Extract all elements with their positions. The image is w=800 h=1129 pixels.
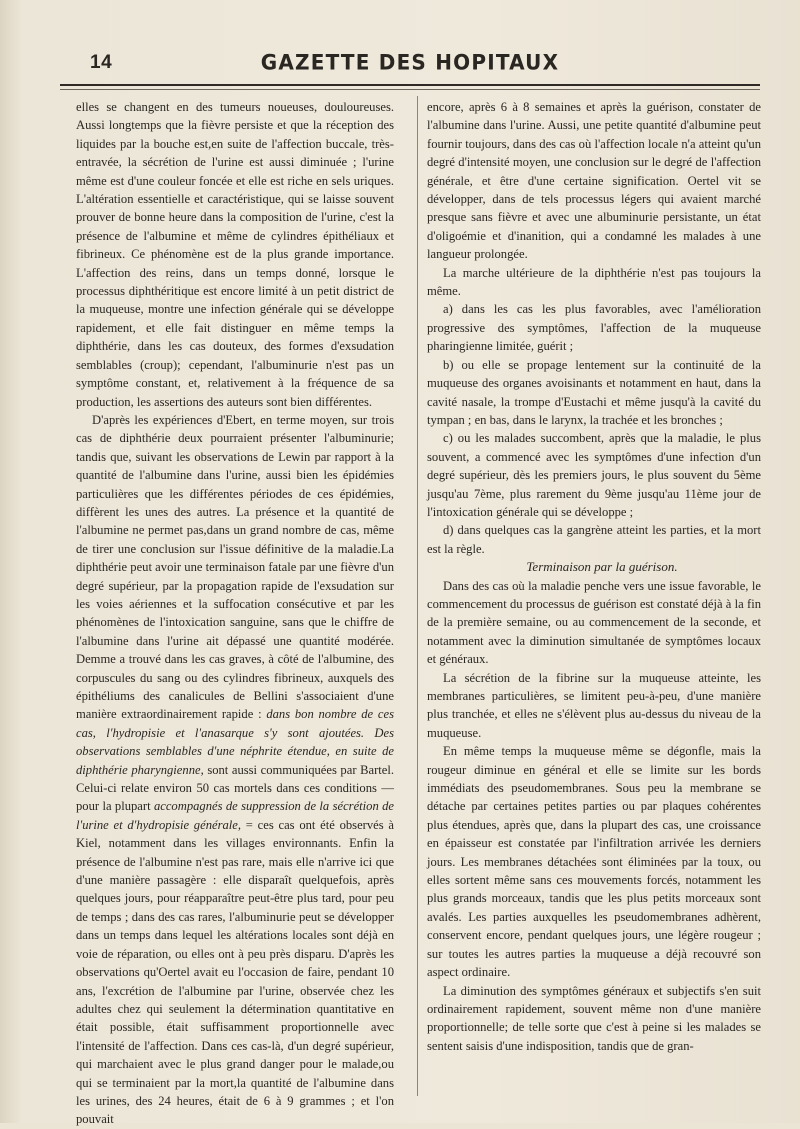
list-item-d: d) dans quelques cas la gangrène atteint les parties, et la mort est la règle. [427, 523, 761, 556]
column-divider [417, 96, 418, 1096]
left-paragraph-2 [76, 411, 394, 1129]
left-paragraph-2-part-c: = ces cas ont été observés à Kiel, notamment dans les villages environnants. Enfin la présence de l'albumine n'est pas rare, mais elle n'arrive ici que d'une manière passagère : elle disparaît quelquefois, après quelques jours, pour réapparaître peut-être plus tard, pour peu de temps ; dans des cas rares, l'albuminurie peut se développer dans un temps dans lequel les altérations locales sont déjà en voie de réparation, ou elles ont à peu près disparu. D'après les observations qu'Oertel avait eu l'occasion de faire, pendant 10 ans, l'excrétion de l'albumine par l'urine, observée chez les adultes chez qui seulement la détermination quantitative en était possible, était suffisamment proportionnelle avec l'intensité de l'affection. Dans ces cas-là, d'un degré supérieur, qui marchaient avec le plus grand danger pour le malade,ou qui se terminaient par la mort,la quantité de l'albumine dans les urines, des 24 heures, était de 6 à 9 grammes ; et l'on pouvait [76, 817, 394, 1127]
left-paragraph-2-italic-2: accompagnés de suppression de la sécrétion de l'urine et d'hydropisie générale, [76, 799, 394, 832]
right-paragraph-2: La marche ultérieure de la diphthérie n'est pas toujours la même. [427, 265, 761, 299]
right-paragraph-6: La diminution des symptômes généraux et subjectifs s'en suit ordinairement rapidement, souvent même non d'une manière proportionnelle; de telle sorte que c'est à peine si les malades se sentent saisis d'une indisposition, tandis que de gran- [427, 983, 761, 1053]
right-column [427, 98, 761, 1055]
left-paragraph-1: elles se changent en des tumeurs noueuses, douloureuses. Aussi longtemps que la fièvre persiste et que la réception des liquides par la bouche est,en suite de l'affection buccale, très-entravée, la sécrétion de l'urine est aussi diminuée ; l'urine même est d'une couleur foncée et elle est riche en sels uriques. L'altération essentielle et caractéristique, qui se laisse souvent prouver de bonne heure dans la composition de l'urine, c'est la présence de l'albumine et même de cylindres épithéliaux et fibrineux. Ce phénomène est de la plus grande importance. L'affection des reins, dans un temps donné, lorsque le processus diphthéritique est encore limité à un petit district de la muqueuse, montre une infection générale qui se développe rapidement, et elle fait distinguer en même temps la diphthérie, dans les cas douteux, des formes d'exsudation semblables (croup); cependant, l'albuminurie n'est pas un symptôme constant, et, relativement à la fréquence de sa production, les assertions des auteurs sont bien différentes. [76, 100, 394, 409]
header-rule [60, 84, 760, 86]
page-number: 14 [90, 52, 113, 73]
list-item-c: c) ou les malades succombent, après que la maladie, le plus souvent, a commencé avec les symptômes d'une infection d'un degré supérieur, dès les premiers jours, le plus souvent du 5ème jusqu'au 7ème, plus rarement du 9ème jusqu'au 11ème jour de l'intoxication générale qui se développe ; [427, 431, 761, 519]
page-header [60, 46, 760, 78]
left-paragraph-2-part-b: sont aussi communiquées par Bartel. Celui-ci relate environ 50 cas mortels dans ces conditions — pour la plupart [76, 762, 394, 814]
header-rule-thin [60, 89, 760, 90]
list-item-a: a) dans les cas les plus favorables, avec l'amélioration progressive des symptômes, l'affection de la muqueuse pharingienne limitée, guérit ; [427, 302, 761, 354]
right-paragraph-5: En même temps la muqueuse même se dégonfle, mais la rougeur diminue en général et elle se limite sur les bords immédiats des pseudomembranes. Sous peu la membrane se détache par certaines petites parties ou par plaques cohérentes plus étendues, après que, dans la plupart des cas, une croissance en épaisseur est constatée par l'infiltration arrivée les derniers jours. Les membranes détachées sont éliminées par la toux, ou elles sortent même sans ces mouvements forcés, notamment les plus grands morceaux, tandis que les plus petits morceaux sont avalés. Les parties auxquelles les pseudomembranes adhèrent, conservent encore, pendant quelques jours, une légère rougeur ; sur toutes les autres parties la muqueuse a déjà recouvré son aspect ordinaire. [427, 744, 761, 980]
section-heading: Terminaison par la guérison. [526, 559, 678, 575]
left-column [76, 98, 394, 1129]
left-paragraph-2-part-a: D'après les expériences d'Ebert, en terme moyen, sur trois cas de diphthérie deux pourraient présenter l'albuminurie; tandis que, suivant les observations de Lewin par rapport à la quantité de l'albumine dans l'urine, aussi bien les épidémies particulières que les différentes périodes de ces épidémies, diffèrent les unes des autres. La présence et la quantité de l'albumine ne permet pas,dans un grand nombre de cas, même de tirer une conclusion sur l'issue définitive de la maladie.La diphthérie peut avoir une terminaison fatale par une fièvre d'un degré supérieur, par la propagation rapide de l'exsudation sur les voies aériennes et la suffocation consécutive et par les phénomènes de l'intoxication sanguine, sans que le chiffre de l'albumine dans l'urine ait dépassé une quantité modérée. Demme a trouvé dans les cas graves, à côté de l'albumine, des corpuscules du sang ou des cylindres fibrineux, auxquels des épithéliums des canalicules de Bellini s'associaient d'une manière extraordinairement rapide : [76, 412, 394, 722]
journal-title: GAZETTE DES HOPITAUX [260, 49, 560, 75]
left-paragraph-2-italic-1: dans bon nombre de ces cas, l'hydropisie et l'anasarque s'y sont ajoutées. Des observations semblables d'une néphrite étendue, en suite de diphthérie pharyngienne, [76, 707, 394, 777]
right-paragraph-1: encore, après 6 à 8 semaines et après la guérison, constater de l'albumine dans l'urine. Aussi, une petite quantité d'albumine peut fournir toujours, dans des cas où l'affection locale n'a atteint qu'un degré d'intensité moyen, une conclusion sur le degré de l'affection générale, et être d'une certaine signification. Oertel vit se développer, dans de tels processus légers qui avaient marché presque sans fièvre et avec une albuminurie persistante, un état d'oligoémie et d'inanition, qui a condamné les malades à une langueur prolongée. [427, 100, 761, 262]
right-paragraph-4: La sécrétion de la fibrine sur la muqueuse atteinte, les membranes particulières, se limitent peu-à-peu, d'une manière plus tranchée, et elles ne s'élèvent plus au-dessus du niveau de la muqueuse. [427, 670, 761, 740]
right-paragraph-3: Dans des cas où la maladie penche vers une issue favorable, le commencement du processus de guérison est constaté déjà à la fin de la première semaine, ou au commencement de la seconde, et notamment avec la diminution simultanée de symptômes locaux et généraux. [427, 578, 761, 667]
list-item-b: b) ou elle se propage lentement sur la continuité de la muqueuse des organes avoisinants et notamment en haut, dans la cavité nasale, la trompe d'Eustachi et même jusqu'à la cavité du tympan ; en bas, dans le larynx, la trachée et les bronches ; [427, 357, 761, 427]
